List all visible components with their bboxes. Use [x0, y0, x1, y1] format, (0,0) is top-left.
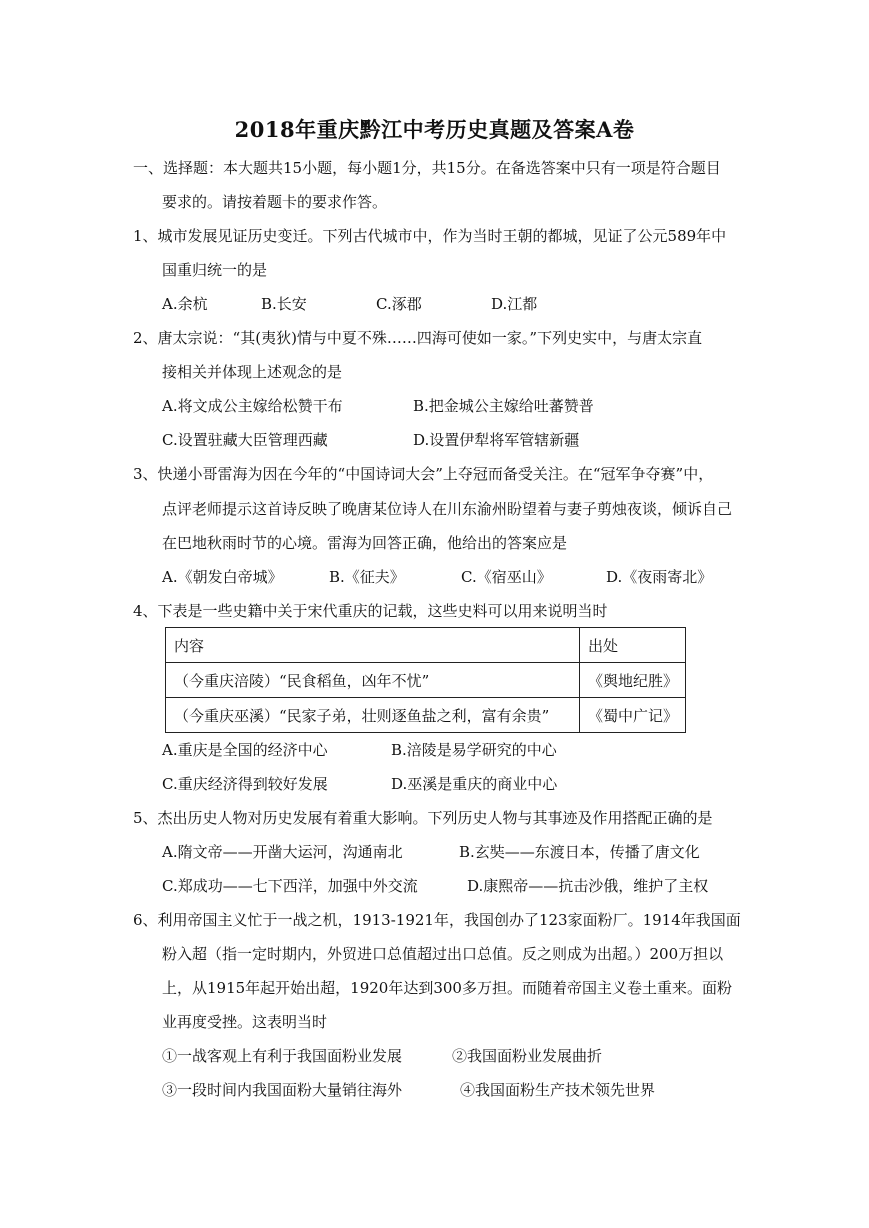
q1-option-b: B.长安	[261, 295, 307, 313]
q6-statement-2: ②我国面粉业发展曲折	[452, 1047, 603, 1065]
q3-stem-line3: 在巴地秋雨时节的心境。雷海为回答正确，他给出的答案应是	[162, 534, 568, 552]
q2-option-c: C.设置驻藏大臣管理西藏	[162, 431, 328, 449]
q1-option-c: C.涿郡	[376, 295, 422, 313]
table-header-row	[166, 628, 686, 663]
q6-statement-3: ③一段时间内我国面粉大量销往海外	[162, 1081, 403, 1099]
q6-stem-line3: 上，从1915年起开始出超，1920年达到300多万担。而随着帝国主义卷土重来。面粉	[162, 979, 732, 997]
table-cell-content: （今重庆涪陵）“民食稻鱼，凶年不忧”	[166, 663, 580, 698]
q5-option-d: D.康熙帝——抗击沙俄，维护了主权	[467, 877, 709, 895]
q3-stem-line2: 点评老师提示这首诗反映了晚唐某位诗人在川东渝州盼望着与妻子剪烛夜谈，倾诉自己	[162, 500, 733, 518]
q5-option-c: C.郑成功——七下西洋，加强中外交流	[162, 877, 418, 895]
table-header-content: 内容	[166, 628, 580, 663]
section-instructions-line2: 要求的。请按着题卡的要求作答。	[162, 193, 388, 211]
q4-option-a: A.重庆是全国的经济中心	[162, 741, 328, 759]
q2-option-a: A.将文成公主嫁给松赞干布	[162, 397, 343, 415]
q6-stem-line4: 业再度受挫。这表明当时	[162, 1013, 328, 1031]
q3-option-a: A.《朝发白帝城》	[162, 568, 283, 586]
table-cell-source: 《蜀中广记》	[580, 698, 686, 733]
q1-option-a: A.余杭	[162, 295, 208, 313]
q1-stem-line1: 1、城市发展见证历史变迁。下列古代城市中，作为当时王朝的都城，见证了公元589年中	[133, 227, 727, 245]
q6-stem-line1: 6、利用帝国主义忙于一战之机，1913-1921年，我国创办了123家面粉厂。1914年我国面	[133, 911, 741, 929]
q4-option-c: C.重庆经济得到较好发展	[162, 775, 328, 793]
q4-stem-line1: 4、下表是一些史籍中关于宋代重庆的记载，这些史料可以用来说明当时	[133, 602, 608, 620]
q1-stem-line2: 国重归统一的是	[162, 261, 268, 279]
q1-option-d: D.江都	[491, 295, 538, 313]
q4-option-b: B.涪陵是易学研究的中心	[391, 741, 557, 759]
section-instructions-line1: 一、选择题：本大题共15小题，每小题1分，共15分。在备选答案中只有一项是符合题目	[133, 159, 721, 177]
table-row	[166, 663, 686, 698]
q3-option-d: D.《夜雨寄北》	[606, 568, 713, 586]
q2-stem-line2: 接相关并体现上述观念的是	[162, 363, 343, 381]
q6-statement-4: ④我国面粉生产技术领先世界	[460, 1081, 656, 1099]
q4-source-table	[165, 627, 686, 733]
table-cell-source: 《舆地纪胜》	[580, 663, 686, 698]
table-cell-content: （今重庆巫溪）“民家子弟，壮则逐鱼盐之利，富有余贵”	[166, 698, 580, 733]
q2-stem-line1: 2、唐太宗说：“其(夷狄)情与中夏不殊……四海可使如一家。”下列史实中，与唐太宗直	[133, 329, 703, 347]
q5-option-b: B.玄奘——东渡日本，传播了唐文化	[459, 843, 700, 861]
q4-option-d: D.巫溪是重庆的商业中心	[391, 775, 558, 793]
q3-option-b: B.《征夫》	[329, 568, 405, 586]
table-row	[166, 698, 686, 733]
q3-stem-line1: 3、快递小哥雷海为因在今年的“中国诗词大会”上夺冠而备受关注。在“冠军争夺赛”中，	[133, 465, 714, 483]
q5-option-a: A.隋文帝——开凿大运河，沟通南北	[162, 843, 403, 861]
q6-stem-line2: 粉入超（指一定时期内，外贸进口总值超过出口总值。反之则成为出超。）200万担以	[162, 945, 724, 963]
q2-option-b: B.把金城公主嫁给吐蕃赞普	[413, 397, 594, 415]
q5-stem-line1: 5、杰出历史人物对历史发展有着重大影响。下列历史人物与其事迹及作用搭配正确的是	[133, 809, 713, 827]
q3-option-c: C.《宿巫山》	[461, 568, 552, 586]
page-title: 2018年重庆黔江中考历史真题及答案A卷	[234, 117, 635, 142]
q6-statement-1: ①一战客观上有利于我国面粉业发展	[162, 1047, 403, 1065]
table-header-source: 出处	[580, 628, 686, 663]
q2-option-d: D.设置伊犁将军管辖新疆	[413, 431, 580, 449]
